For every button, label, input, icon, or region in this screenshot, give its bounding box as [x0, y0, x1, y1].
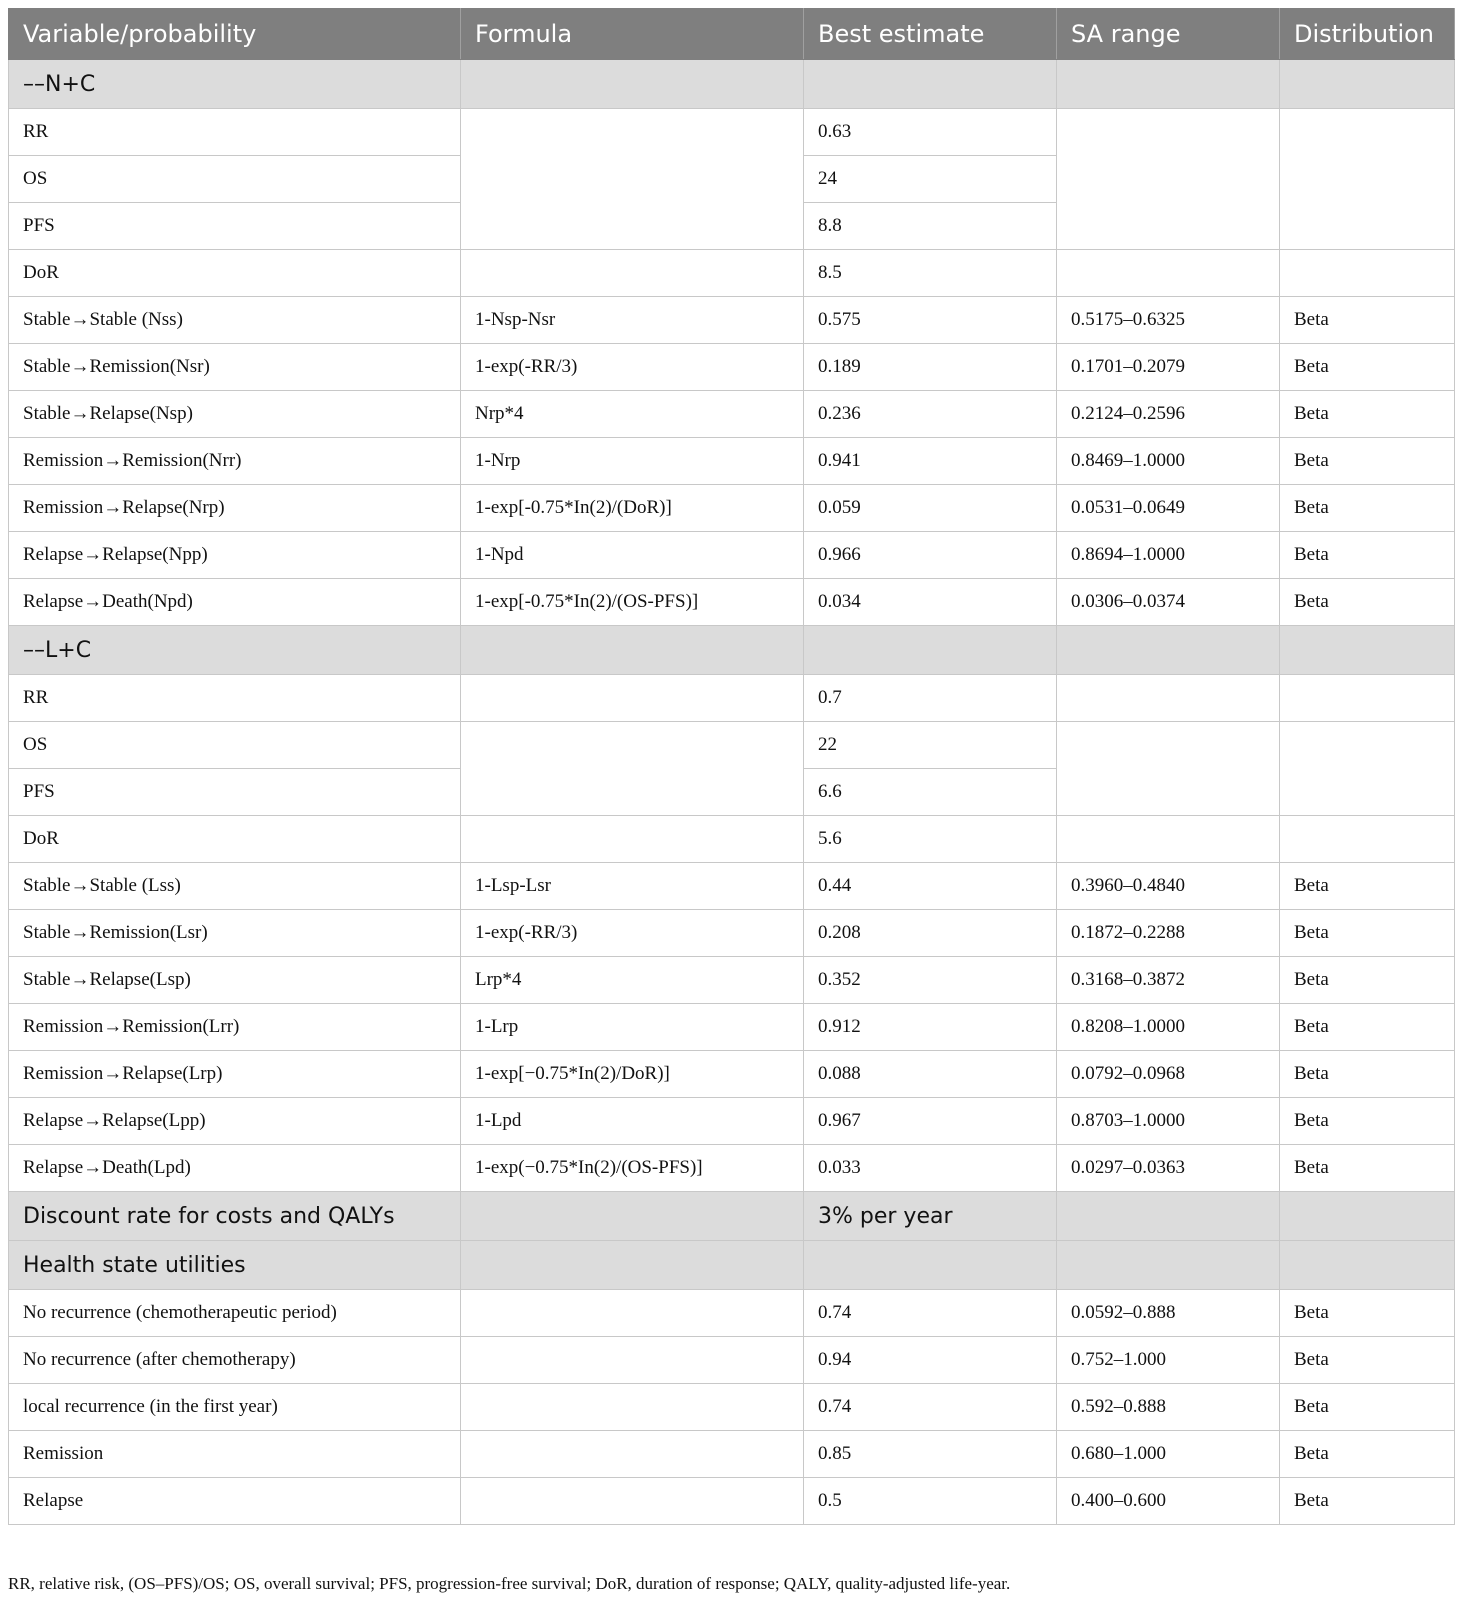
cell-sa-range: 0.5175–0.6325: [1057, 297, 1280, 344]
table-row: [9, 1098, 1455, 1145]
cell-variable: Remission→Remission(Lrr): [9, 1004, 461, 1051]
section-title: ––N+C: [9, 60, 461, 109]
cell-distribution: Beta: [1280, 532, 1455, 579]
cell-variable: Relapse→Relapse(Lpp): [9, 1098, 461, 1145]
cell-sa-range: 0.0306–0.0374: [1057, 579, 1280, 626]
cell-estimate: 6.6: [804, 769, 1057, 816]
cell-formula: 1-exp[−0.75*In(2)/DoR)]: [461, 1051, 804, 1098]
cell-variable: Remission→Relapse(Lrp): [9, 1051, 461, 1098]
cell-formula: 1-Npd: [461, 532, 804, 579]
cell-formula: Lrp*4: [461, 957, 804, 1004]
cell-estimate: 0.74: [804, 1290, 1057, 1337]
cell-estimate: 24: [804, 156, 1057, 203]
cell-estimate: 0.088: [804, 1051, 1057, 1098]
cell-estimate: 0.63: [804, 109, 1057, 156]
cell-variable: Relapse→Death(Npd): [9, 579, 461, 626]
cell-sa-range: 0.0531–0.0649: [1057, 485, 1280, 532]
cell-distribution: Beta: [1280, 1384, 1455, 1431]
cell-variable: PFS: [9, 769, 461, 816]
table-row: [9, 910, 1455, 957]
cell-formula: [461, 1290, 804, 1337]
cell-distribution: Beta: [1280, 297, 1455, 344]
parameters-table-container: [8, 8, 1454, 1525]
cell-variable: Remission→Relapse(Nrp): [9, 485, 461, 532]
cell-estimate: 0.059: [804, 485, 1057, 532]
table-row: [9, 957, 1455, 1004]
cell-variable: OS: [9, 156, 461, 203]
header-sa-range: SA range: [1057, 9, 1280, 60]
cell-formula: [461, 1478, 804, 1525]
cell-variable: Stable→Stable (Lss): [9, 863, 461, 910]
cell-estimate: 0.967: [804, 1098, 1057, 1145]
cell-sa-range: 0.400–0.600: [1057, 1478, 1280, 1525]
cell-formula: 1-Lpd: [461, 1098, 804, 1145]
cell-estimate: 0.575: [804, 297, 1057, 344]
table-row: [9, 675, 1455, 722]
cell-formula: [461, 1337, 804, 1384]
section-row-discount: [9, 1192, 1455, 1241]
cell-distribution: Beta: [1280, 438, 1455, 485]
table-row: [9, 1290, 1455, 1337]
cell-estimate: 0.208: [804, 910, 1057, 957]
table-row: [9, 816, 1455, 863]
cell-estimate: 8.5: [804, 250, 1057, 297]
cell-formula: 1-Lsp-Lsr: [461, 863, 804, 910]
cell-distribution: Beta: [1280, 957, 1455, 1004]
cell-formula: [461, 1431, 804, 1478]
cell-sa-range: 0.8694–1.0000: [1057, 532, 1280, 579]
header-row: [9, 9, 1455, 60]
cell-sa-range: 0.592–0.888: [1057, 1384, 1280, 1431]
cell-formula: Nrp*4: [461, 391, 804, 438]
cell-sa-range: 0.1872–0.2288: [1057, 910, 1280, 957]
cell-variable: Stable→Relapse(Lsp): [9, 957, 461, 1004]
table-row: [9, 297, 1455, 344]
cell-variable: RR: [9, 675, 461, 722]
table-row: [9, 1145, 1455, 1192]
cell-sa-range: 0.0297–0.0363: [1057, 1145, 1280, 1192]
table-row: [9, 1384, 1455, 1431]
cell-variable: OS: [9, 722, 461, 769]
cell-estimate: 0.941: [804, 438, 1057, 485]
cell-formula: 1-Nsp-Nsr: [461, 297, 804, 344]
cell-variable: Remission→Remission(Nrr): [9, 438, 461, 485]
cell-variable: Stable→Relapse(Nsp): [9, 391, 461, 438]
cell-distribution: Beta: [1280, 1478, 1455, 1525]
cell-distribution: Beta: [1280, 344, 1455, 391]
cell-estimate: 0.912: [804, 1004, 1057, 1051]
cell-estimate: 0.7: [804, 675, 1057, 722]
cell-estimate: 0.236: [804, 391, 1057, 438]
section-row-lc: [9, 626, 1455, 675]
header-variable: Variable/probability: [9, 9, 461, 60]
cell-estimate: 0.94: [804, 1337, 1057, 1384]
cell-formula: 1-exp[-0.75*In(2)/(DoR)]: [461, 485, 804, 532]
table-row: [9, 1431, 1455, 1478]
cell-distribution: Beta: [1280, 1098, 1455, 1145]
cell-distribution: Beta: [1280, 485, 1455, 532]
cell-distribution: Beta: [1280, 910, 1455, 957]
table-row: [9, 1051, 1455, 1098]
cell-estimate: 0.034: [804, 579, 1057, 626]
cell-estimate: 0.033: [804, 1145, 1057, 1192]
cell-sa-range: 0.2124–0.2596: [1057, 391, 1280, 438]
cell-sa-range: 0.1701–0.2079: [1057, 344, 1280, 391]
table-row: [9, 722, 1455, 769]
header-formula: Formula: [461, 9, 804, 60]
cell-sa-range: 0.3960–0.4840: [1057, 863, 1280, 910]
cell-sa-range: 0.0592–0.888: [1057, 1290, 1280, 1337]
cell-distribution: Beta: [1280, 1004, 1455, 1051]
cell-formula: 1-Nrp: [461, 438, 804, 485]
cell-estimate: 0.352: [804, 957, 1057, 1004]
section-title: ––L+C: [9, 626, 461, 675]
cell-formula: 1-exp(-RR/3): [461, 910, 804, 957]
cell-sa-range: 0.8469–1.0000: [1057, 438, 1280, 485]
cell-sa-range: 0.8703–1.0000: [1057, 1098, 1280, 1145]
cell-estimate: 0.85: [804, 1431, 1057, 1478]
discount-rate-value: 3% per year: [804, 1192, 1057, 1241]
table-row: [9, 391, 1455, 438]
cell-estimate: 8.8: [804, 203, 1057, 250]
cell-variable: Stable→Remission(Nsr): [9, 344, 461, 391]
cell-variable: No recurrence (after chemotherapy): [9, 1337, 461, 1384]
cell-sa-range: 0.680–1.000: [1057, 1431, 1280, 1478]
table-row: [9, 1004, 1455, 1051]
header-best-estimate: Best estimate: [804, 9, 1057, 60]
cell-sa-range: 0.8208–1.0000: [1057, 1004, 1280, 1051]
cell-distribution: Beta: [1280, 1337, 1455, 1384]
cell-formula: 1-exp(−0.75*In(2)/(OS-PFS)]: [461, 1145, 804, 1192]
cell-estimate: 5.6: [804, 816, 1057, 863]
cell-variable: RR: [9, 109, 461, 156]
table-row: [9, 863, 1455, 910]
cell-variable: Relapse→Relapse(Npp): [9, 532, 461, 579]
cell-variable: PFS: [9, 203, 461, 250]
table-row: [9, 579, 1455, 626]
section-row-utilities: [9, 1241, 1455, 1290]
cell-variable: Relapse→Death(Lpd): [9, 1145, 461, 1192]
cell-sa-range: 0.752–1.000: [1057, 1337, 1280, 1384]
cell-estimate: 0.74: [804, 1384, 1057, 1431]
table-row: [9, 1478, 1455, 1525]
cell-formula: 1-Lrp: [461, 1004, 804, 1051]
cell-estimate: 0.966: [804, 532, 1057, 579]
table-row: [9, 250, 1455, 297]
cell-formula: 1-exp(-RR/3): [461, 344, 804, 391]
cell-variable: Stable→Stable (Nss): [9, 297, 461, 344]
table-row: [9, 532, 1455, 579]
table-row: [9, 438, 1455, 485]
table-row: [9, 1337, 1455, 1384]
section-title: Health state utilities: [9, 1241, 461, 1290]
table-row: [9, 344, 1455, 391]
cell-distribution: Beta: [1280, 1431, 1455, 1478]
cell-distribution: Beta: [1280, 579, 1455, 626]
table-footnote: RR, relative risk, (OS–PFS)/OS; OS, overall survival; PFS, progression-free survival; DoR, duration of response; QALY, quality-adjusted life-year.: [8, 1574, 1011, 1593]
cell-variable: Remission: [9, 1431, 461, 1478]
cell-variable: Relapse: [9, 1478, 461, 1525]
section-title: Discount rate for costs and QALYs: [9, 1192, 461, 1241]
cell-formula: 1-exp[-0.75*In(2)/(OS-PFS)]: [461, 579, 804, 626]
cell-distribution: Beta: [1280, 863, 1455, 910]
section-row-nc: [9, 60, 1455, 109]
cell-variable: No recurrence (chemotherapeutic period): [9, 1290, 461, 1337]
cell-estimate: 22: [804, 722, 1057, 769]
cell-variable: DoR: [9, 250, 461, 297]
table-row: [9, 109, 1455, 156]
parameters-table: [8, 8, 1455, 1525]
cell-distribution: Beta: [1280, 391, 1455, 438]
cell-variable: Stable→Remission(Lsr): [9, 910, 461, 957]
cell-estimate: 0.44: [804, 863, 1057, 910]
cell-distribution: Beta: [1280, 1290, 1455, 1337]
cell-variable: DoR: [9, 816, 461, 863]
table-row: [9, 485, 1455, 532]
cell-sa-range: 0.3168–0.3872: [1057, 957, 1280, 1004]
header-distribution: Distribution: [1280, 9, 1455, 60]
cell-sa-range: 0.0792–0.0968: [1057, 1051, 1280, 1098]
cell-formula: [461, 1384, 804, 1431]
cell-distribution: Beta: [1280, 1051, 1455, 1098]
cell-estimate: 0.5: [804, 1478, 1057, 1525]
cell-variable: local recurrence (in the first year): [9, 1384, 461, 1431]
cell-distribution: Beta: [1280, 1145, 1455, 1192]
cell-estimate: 0.189: [804, 344, 1057, 391]
